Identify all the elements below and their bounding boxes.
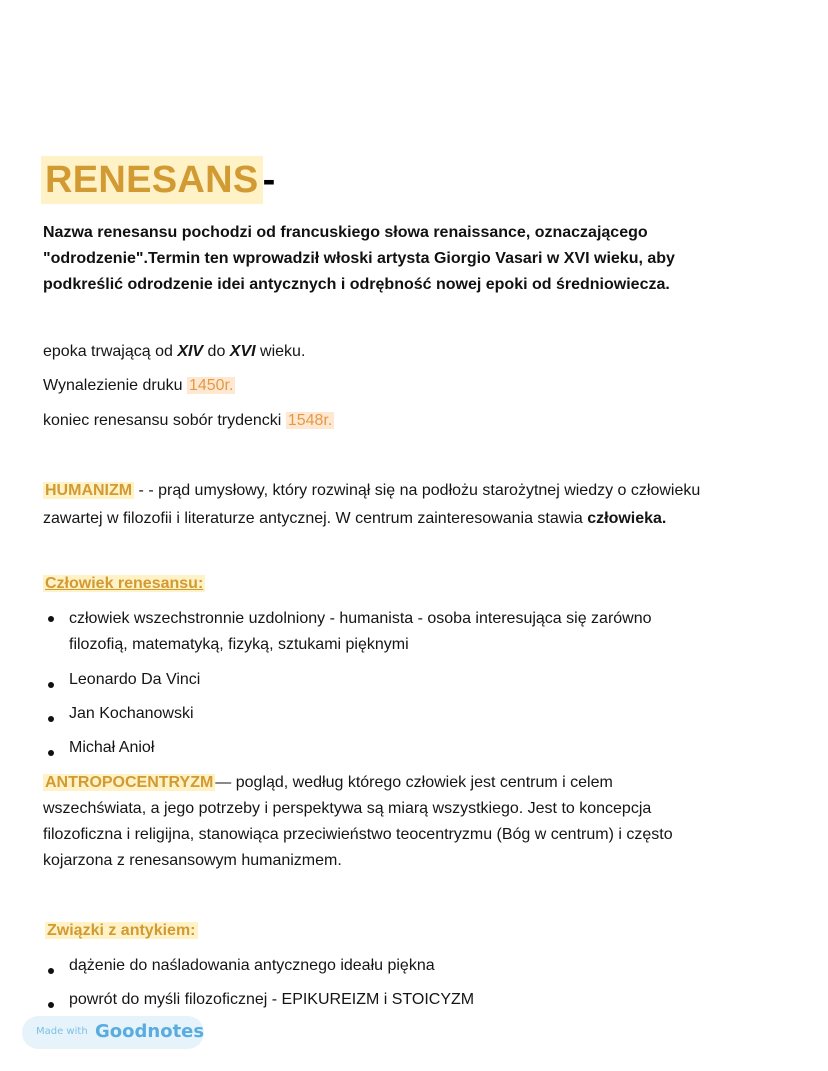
antiquity-heading-text: Związki z antykiem: bbox=[47, 922, 196, 939]
bullet-icon bbox=[48, 968, 54, 974]
renaissance-man-heading-text: Człowiek renesansu: bbox=[45, 575, 204, 592]
humanism-text-1: - - prąd umysłowy, który rozwinął się na podłożu starożytnej wiedzy o człowieku bbox=[134, 482, 701, 499]
era-line bbox=[43, 340, 305, 364]
goodnotes-badge bbox=[22, 1016, 204, 1049]
anthropocentrism-keyword: ANTROPOCENTRYZM bbox=[45, 774, 214, 791]
anthropocentrism-line-1 bbox=[43, 771, 613, 795]
list-item: Leonardo Da Vinci bbox=[69, 671, 201, 688]
list-item-continuation: filozofią, matematyką, fizyką, sztukami pięknymi bbox=[69, 636, 409, 653]
era-to: XVI bbox=[229, 343, 256, 360]
list-item: człowiek wszechstronnie uzdolniony - humanista - osoba interesująca się zarówno bbox=[69, 610, 652, 627]
intro-line: podkreślić odrodzenie idei antycznych i odrębność nowej epoki od średniowiecza. bbox=[43, 276, 670, 293]
bullet-icon bbox=[48, 750, 54, 756]
antiquity-heading bbox=[45, 919, 198, 943]
humanism-text-2: zawartej w filozofii i literaturze antycznej. W centrum zainteresowania stawia bbox=[43, 510, 588, 527]
title-dash: - bbox=[262, 159, 276, 201]
print-line bbox=[43, 374, 235, 398]
title-word: RENESANS bbox=[41, 156, 263, 204]
list-item: powrót do myśli filozoficznej - EPIKUREIZM i STOICYZM bbox=[69, 991, 475, 1008]
anthropocentrism-text-1: — pogląd, według którego człowiek jest centrum i celem bbox=[215, 774, 613, 791]
era-from: XIV bbox=[177, 343, 204, 360]
end-label: koniec renesansu sobór trydencki bbox=[43, 412, 286, 429]
list-item: Jan Kochanowski bbox=[69, 705, 194, 722]
end-line bbox=[43, 409, 334, 433]
bullet-icon bbox=[48, 682, 54, 688]
intro-line: Nazwa renesansu pochodzi od francuskiego słowa renaissance, oznaczającego bbox=[43, 224, 648, 241]
era-middle: do bbox=[203, 343, 230, 360]
renaissance-man-heading bbox=[43, 572, 205, 596]
bullet-icon bbox=[48, 616, 54, 622]
humanism-line-1 bbox=[43, 479, 700, 503]
intro-paragraph bbox=[43, 220, 675, 298]
list-item: dążenie do naśladowania antycznego ideału piękna bbox=[69, 957, 435, 974]
badge-made-with: Made with bbox=[36, 1026, 88, 1037]
badge-brand-logo: Goodnotes bbox=[95, 1021, 205, 1042]
bullet-icon bbox=[48, 1002, 54, 1008]
era-prefix: epoka trwającą od bbox=[43, 343, 178, 360]
print-label: Wynalezienie druku bbox=[43, 377, 187, 394]
print-year: 1450r. bbox=[188, 377, 234, 394]
anthropocentrism-line-4: kojarzona z renesansowym humanizmem. bbox=[43, 852, 342, 869]
anthropocentrism-line-3: filozoficzna i religijna, stanowiąca przeciwieństwo teocentryzmu (Bóg w centrum) i często bbox=[43, 826, 673, 843]
anthropocentrism-line-2: wszechświata, a jego potrzeby i perspektywa są miarą wszystkiego. Jest to koncepcja bbox=[43, 800, 652, 817]
list-item: Michał Anioł bbox=[69, 739, 155, 756]
era-suffix: wieku. bbox=[255, 343, 306, 360]
end-year: 1548r. bbox=[287, 412, 333, 429]
humanism-emphasis: człowieka. bbox=[587, 510, 667, 527]
page-title bbox=[41, 156, 275, 204]
humanism-keyword: HUMANIZM bbox=[45, 482, 133, 499]
intro-line: "odrodzenie".Termin ten wprowadził włoski artysta Giorgio Vasari w XVI wieku, aby bbox=[43, 250, 675, 267]
humanism-line-2 bbox=[43, 507, 666, 531]
bullet-icon bbox=[48, 716, 54, 722]
